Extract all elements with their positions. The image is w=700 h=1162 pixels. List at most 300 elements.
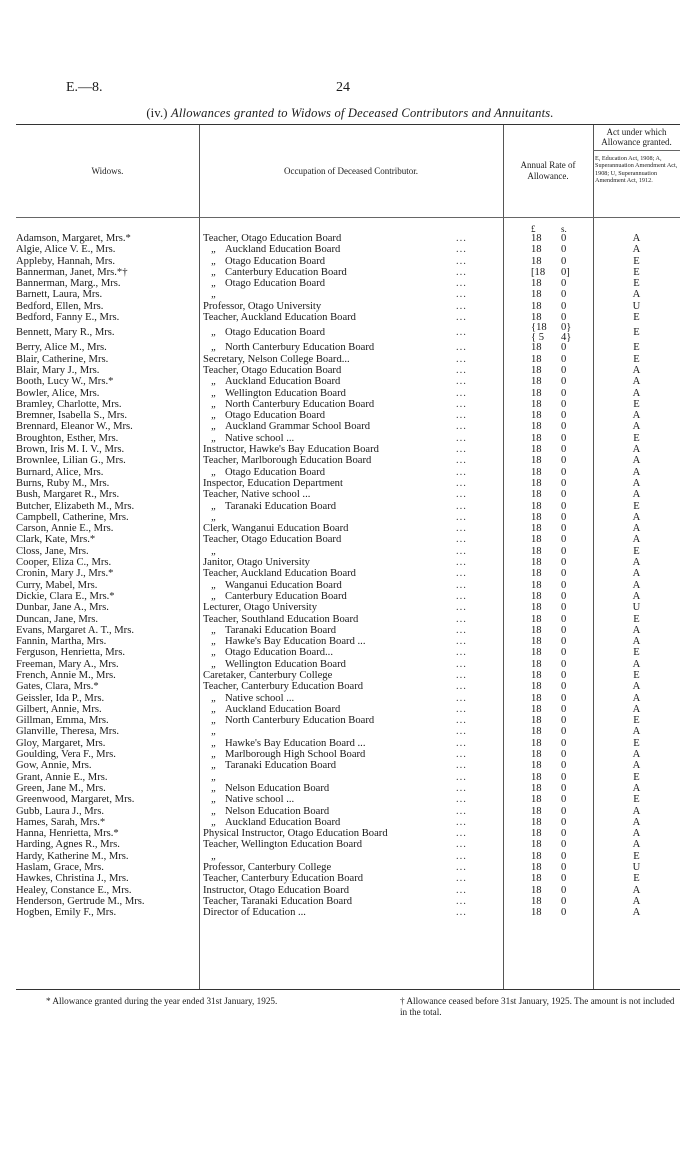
rate-pounds: 18	[531, 545, 542, 557]
table-row	[16, 478, 680, 489]
occupation-cell	[203, 907, 488, 918]
rate-cell	[503, 244, 593, 255]
rate-shillings: 0	[561, 590, 567, 602]
ditto-mark: „	[211, 387, 217, 399]
ditto-mark: „	[211, 398, 217, 410]
table-row	[16, 568, 680, 579]
occupation-cell	[203, 233, 488, 244]
leader-dots: ...	[456, 782, 467, 794]
occupation-cell	[203, 301, 488, 312]
occupation-text: Auckland Education Board	[225, 816, 341, 828]
rate-pounds: 18	[531, 726, 542, 738]
occupation-text: Nelson Education Board	[225, 805, 330, 817]
widow-name: Henderson, Gertrude M., Mrs.	[16, 895, 145, 907]
leader-dots: ...	[456, 669, 467, 681]
ditto-mark: „	[211, 255, 217, 267]
widow-name: Duncan, Jane, Mrs.	[16, 613, 99, 625]
widow-name: Bannerman, Janet, Mrs.*†	[16, 266, 128, 278]
act-cell: A	[632, 579, 641, 591]
rate-cell	[503, 267, 593, 278]
occupation-text: Otago Education Board	[225, 278, 326, 290]
act-cell: A	[632, 805, 641, 817]
table-row	[16, 410, 680, 421]
act-cell: A	[632, 624, 641, 636]
rate-cell	[503, 726, 593, 737]
rate-cell	[503, 467, 593, 478]
table-row	[16, 659, 680, 670]
leader-dots: ...	[456, 749, 467, 761]
table-row	[16, 289, 680, 300]
widow-name: Hanna, Henrietta, Mrs.*	[16, 828, 119, 840]
occupation-text: Otago Education Board	[225, 255, 326, 267]
rate-shillings: 0	[561, 289, 567, 301]
rate-pounds: 18	[531, 364, 542, 376]
occupation-text: Native school ...	[225, 692, 295, 704]
unit-shillings: s.	[561, 224, 567, 234]
leader-dots: ...	[456, 545, 467, 557]
table-row	[16, 760, 680, 771]
table-row	[16, 896, 680, 907]
act-cell: E	[633, 266, 640, 278]
ditto-mark: „	[211, 466, 217, 478]
widow-name: Cooper, Eliza C., Mrs.	[16, 557, 112, 569]
occupation-cell	[203, 896, 488, 907]
occupation-cell	[203, 256, 488, 267]
occupation-text: Teacher, Auckland Education Board	[203, 568, 356, 580]
rate-pounds: 18	[531, 613, 542, 625]
rate-shillings: 0	[561, 233, 567, 244]
rate-cell	[503, 501, 593, 512]
occupation-cell	[203, 512, 488, 523]
act-cell: A	[632, 884, 641, 896]
table-row	[16, 873, 680, 884]
act-cell: A	[632, 816, 641, 828]
ditto-mark: „	[211, 749, 217, 761]
widow-name: Appleby, Hannah, Mrs.	[16, 255, 116, 267]
leader-dots: ...	[456, 816, 467, 828]
act-cell: A	[632, 839, 641, 851]
footnotes	[18, 996, 682, 1017]
occupation-cell	[203, 749, 488, 760]
occupation-text: Teacher, Native school ...	[203, 489, 311, 501]
rate-shillings: 0	[561, 244, 567, 256]
leader-dots: ...	[456, 692, 467, 704]
widow-name: Burns, Ruby M., Mrs.	[16, 477, 110, 489]
rate-cell	[503, 783, 593, 794]
leader-dots: ...	[456, 266, 467, 278]
leader-dots: ...	[456, 376, 467, 388]
ditto-mark: „	[211, 500, 217, 512]
occupation-cell	[203, 354, 488, 365]
table-row	[16, 557, 680, 568]
table-row	[16, 614, 680, 625]
occupation-cell	[203, 342, 488, 353]
occupation-text: Wanganui Education Board	[225, 579, 342, 591]
act-cell: E	[633, 278, 640, 290]
occupation-text: Teacher, Taranaki Education Board	[203, 895, 353, 907]
rate-pounds: 18	[531, 342, 542, 354]
rate-shillings: 0	[561, 636, 567, 648]
rate-shillings: 0}	[561, 322, 572, 334]
act-cell: A	[632, 421, 641, 433]
table-row	[16, 312, 680, 323]
occupation-cell	[203, 399, 488, 410]
table-heading	[0, 106, 700, 121]
occupation-cell	[203, 647, 488, 658]
ditto-mark: „	[211, 432, 217, 444]
occupation-cell	[203, 602, 488, 613]
occupation-text: Otago Education Board	[225, 327, 326, 339]
rate-cell	[503, 376, 593, 387]
rate-pounds: 18	[531, 534, 542, 546]
header-divider	[16, 217, 680, 218]
act-cell: A	[632, 489, 641, 501]
header-act-legend: E, Education Act, 1908; A, Superannuation Amendment Act, 1908; U, Superannuation Amendment Act, 1912.	[595, 155, 678, 185]
rate-pounds: 18	[531, 421, 542, 433]
occupation-cell	[203, 659, 488, 670]
footnote-dagger: † Allowance ceased before 31st January, 1925. The amount is not included in the total.	[400, 996, 675, 1017]
widow-name: Freeman, Mary A., Mrs.	[16, 658, 119, 670]
rate-cell	[503, 289, 593, 300]
occupation-text: Director of Education ...	[203, 907, 306, 919]
footnote-star: * Allowance granted during the year ended 31st January, 1925.	[46, 996, 278, 1006]
rate-cell	[503, 885, 593, 896]
header-act-title: Act under which Allowance granted.	[601, 127, 672, 147]
rate-pounds: 18	[531, 477, 542, 489]
leader-dots: ...	[456, 760, 467, 772]
act-cell: A	[632, 557, 641, 569]
rate-shillings: 0	[561, 647, 567, 659]
rate-cell	[503, 760, 593, 771]
occupation-text: Instructor, Hawke's Bay Education Board	[203, 444, 379, 456]
occupation-text: Janitor, Otago University	[203, 557, 310, 569]
rate-shillings: 0	[561, 816, 567, 828]
leader-dots: ...	[456, 568, 467, 580]
leader-dots: ...	[456, 895, 467, 907]
leader-dots: ...	[456, 255, 467, 267]
act-cell: E	[633, 398, 640, 410]
occupation-text: Teacher, Auckland Education Board	[203, 312, 356, 324]
occupation-cell	[203, 278, 488, 289]
widow-name: Grant, Annie E., Mrs.	[16, 771, 108, 783]
rate-shillings: 0	[561, 715, 567, 727]
occupation-text: Hawke's Bay Education Board ...	[225, 636, 366, 648]
rate-cell	[503, 659, 593, 670]
rate-cell	[503, 907, 593, 918]
leader-dots: ...	[456, 312, 467, 324]
widow-name: Bannerman, Marg., Mrs.	[16, 278, 121, 290]
occupation-cell	[203, 873, 488, 884]
rate-cell	[503, 591, 593, 602]
rate-pounds: 18	[531, 255, 542, 267]
act-cell: U	[632, 300, 641, 312]
rate-cell	[503, 354, 593, 365]
rate-shillings: 0	[561, 771, 567, 783]
rate-cell	[503, 602, 593, 613]
ditto-mark: „	[211, 376, 217, 388]
ditto-mark: „	[211, 715, 217, 727]
table-row	[16, 501, 680, 512]
rate-pounds: 18	[531, 669, 542, 681]
occupation-text: Otago Education Board...	[225, 647, 333, 659]
table-row	[16, 839, 680, 850]
leader-dots: ...	[456, 658, 467, 670]
rate-pounds: 18	[531, 681, 542, 693]
table-row	[16, 244, 680, 255]
act-cell: A	[632, 703, 641, 715]
table-row	[16, 534, 680, 545]
rate-shillings: 0	[561, 658, 567, 670]
rate-shillings: 0	[561, 794, 567, 806]
leader-dots: ...	[456, 353, 467, 365]
table-row	[16, 749, 680, 760]
rate-cell	[503, 557, 593, 568]
rate-pounds: 18	[531, 760, 542, 772]
ditto-mark: „	[211, 647, 217, 659]
widow-name: Green, Jane M., Mrs.	[16, 782, 106, 794]
act-cell: U	[632, 862, 641, 874]
table-row	[16, 376, 680, 387]
act-cell: A	[632, 726, 641, 738]
rate-cell	[503, 455, 593, 466]
act-cell: E	[633, 737, 640, 749]
widow-name: Ferguson, Henrietta, Mrs.	[16, 647, 125, 659]
occupation-cell	[203, 760, 488, 771]
leader-dots: ...	[456, 794, 467, 806]
widow-name: Bremner, Isabella S., Mrs.	[16, 410, 128, 422]
leader-dots: ...	[456, 244, 467, 256]
widow-name: Healey, Constance E., Mrs.	[16, 884, 132, 896]
occupation-cell	[203, 455, 488, 466]
occupation-text: Taranaki Education Board	[225, 500, 337, 512]
table-row	[16, 681, 680, 692]
widow-name: Blair, Mary J., Mrs.	[16, 364, 100, 376]
leader-dots: ...	[456, 489, 467, 501]
act-cell: E	[633, 715, 640, 727]
act-cell: E	[633, 613, 640, 625]
rate-shillings: 0	[561, 862, 567, 874]
rate-shillings: 0	[561, 489, 567, 501]
heading-prefix: (iv.)	[146, 106, 168, 120]
occupation-cell	[203, 312, 488, 323]
occupation-cell	[203, 580, 488, 591]
widow-name: Dunbar, Jane A., Mrs.	[16, 602, 109, 614]
act-cell: A	[632, 444, 641, 456]
act-cell: A	[632, 387, 641, 399]
occupation-text: Lecturer, Otago University	[203, 602, 318, 614]
table-row	[16, 301, 680, 312]
occupation-text: North Canterbury Education Board	[225, 715, 375, 727]
rate-shillings: 0	[561, 568, 567, 580]
table-row	[16, 670, 680, 681]
table-row	[16, 704, 680, 715]
widow-name: Gillman, Emma, Mrs.	[16, 715, 109, 727]
unit-pounds: £	[531, 224, 536, 234]
rate-cell	[503, 772, 593, 783]
act-cell: E	[633, 545, 640, 557]
widow-name: Butcher, Elizabeth M., Mrs.	[16, 500, 135, 512]
rate-pounds: 18	[531, 658, 542, 670]
rate-pounds: 18	[531, 590, 542, 602]
act-cell: A	[632, 782, 641, 794]
rate-cell	[503, 839, 593, 850]
act-cell: E	[633, 873, 640, 885]
table-row	[16, 580, 680, 591]
leader-dots: ...	[456, 444, 467, 456]
rate-cell	[503, 715, 593, 726]
widow-name: Barnett, Laura, Mrs.	[16, 289, 103, 301]
occupation-text: Teacher, Otago Education Board	[203, 233, 342, 244]
leader-dots: ...	[456, 579, 467, 591]
table-row	[16, 399, 680, 410]
rate-shillings: 0	[561, 669, 567, 681]
ditto-mark: „	[211, 805, 217, 817]
rate-cell	[503, 546, 593, 557]
table-row	[16, 772, 680, 783]
occupation-text: Auckland Education Board	[225, 376, 341, 388]
act-cell: A	[632, 749, 641, 761]
table-row	[16, 862, 680, 873]
occupation-cell	[203, 546, 488, 557]
rate-shillings: 0	[561, 376, 567, 388]
act-cell: A	[632, 477, 641, 489]
rate-cell	[503, 896, 593, 907]
leader-dots: ...	[456, 455, 467, 467]
leader-dots: ...	[456, 557, 467, 569]
table-row	[16, 388, 680, 399]
rate-shillings: 0	[561, 511, 567, 523]
rate-pounds: 18	[531, 300, 542, 312]
rate-cell	[503, 410, 593, 421]
occupation-cell	[203, 839, 488, 850]
widow-name: Bennett, Mary R., Mrs.	[16, 327, 115, 339]
rate-pounds: 18	[531, 794, 542, 806]
table-row	[16, 365, 680, 376]
act-cell: A	[632, 523, 641, 535]
rate-pounds: 18	[531, 432, 542, 444]
rate-cell	[503, 512, 593, 523]
ditto-mark: „	[211, 636, 217, 648]
rate-cell	[503, 749, 593, 760]
table-row	[16, 647, 680, 658]
widow-name: Brown, Iris M. I. V., Mrs.	[16, 444, 125, 456]
rate-shillings: 0	[561, 421, 567, 433]
rate-shillings: 0	[561, 523, 567, 535]
rate-cell	[503, 312, 593, 323]
occupation-cell	[203, 806, 488, 817]
occupation-text: Teacher, Canterbury Education Board	[203, 681, 364, 693]
rate-shillings: 0	[561, 782, 567, 794]
occupation-cell	[203, 636, 488, 647]
ditto-mark: „	[211, 692, 217, 704]
table-row	[16, 885, 680, 896]
leader-dots: ...	[456, 715, 467, 727]
rate-cell	[503, 794, 593, 805]
occupation-cell	[203, 828, 488, 839]
table-row	[16, 851, 680, 862]
occupation-cell	[203, 289, 488, 300]
occupation-cell	[203, 726, 488, 737]
leader-dots: ...	[456, 511, 467, 523]
occupation-cell	[203, 501, 488, 512]
act-cell: A	[632, 289, 641, 301]
occupation-text: „	[211, 771, 217, 783]
widow-name: Bedford, Fanny E., Mrs.	[16, 312, 120, 324]
ditto-mark: „	[211, 266, 217, 278]
occupation-text: Otago Education Board	[225, 466, 326, 478]
leader-dots: ...	[456, 278, 467, 290]
ditto-mark: „	[211, 278, 217, 290]
leader-dots: ...	[456, 387, 467, 399]
occupation-cell	[203, 467, 488, 478]
rate-pounds: {18	[531, 322, 547, 334]
rate-pounds: 18	[531, 602, 542, 614]
leader-dots: ...	[456, 421, 467, 433]
rate-pounds: 18	[531, 895, 542, 907]
leader-dots: ...	[456, 828, 467, 840]
widow-name: Adamson, Margaret, Mrs.*	[16, 233, 131, 244]
rate-cell	[503, 636, 593, 647]
rate-cell	[503, 256, 593, 267]
act-cell: E	[633, 794, 640, 806]
rate-shillings: 0	[561, 477, 567, 489]
table-row	[16, 433, 680, 444]
widow-name: Goulding, Vera F., Mrs.	[16, 749, 116, 761]
act-cell: E	[633, 850, 640, 862]
act-cell: A	[632, 636, 641, 648]
occupation-text: Teacher, Southland Education Board	[203, 613, 359, 625]
ditto-mark: „	[211, 816, 217, 828]
rate-shillings: 0	[561, 805, 567, 817]
ditto-mark: „	[211, 410, 217, 422]
rate-shillings: 0	[561, 255, 567, 267]
occupation-text: Teacher, Otago Education Board	[203, 534, 342, 546]
act-cell: A	[632, 244, 641, 256]
rate-pounds: 18	[531, 862, 542, 874]
act-cell: A	[632, 907, 641, 919]
occupation-text: Nelson Education Board	[225, 782, 330, 794]
occupation-text: „	[211, 850, 217, 862]
rate-cell	[503, 233, 593, 244]
rate-pounds: 18	[531, 289, 542, 301]
rate-shillings: 0	[561, 602, 567, 614]
occupation-text: Teacher, Marlborough Education Board	[203, 455, 372, 467]
act-cell: E	[633, 669, 640, 681]
table-row	[16, 738, 680, 749]
widow-name: Campbell, Catherine, Mrs.	[16, 511, 129, 523]
rate-shillings: 0	[561, 387, 567, 399]
table-body	[16, 233, 680, 919]
rate-pounds: 18	[531, 557, 542, 569]
occupation-text: Wellington Education Board	[225, 658, 346, 670]
rate-shillings: 0	[561, 613, 567, 625]
rate-pounds: 18	[531, 692, 542, 704]
table-row	[16, 817, 680, 828]
widow-name: Broughton, Esther, Mrs.	[16, 432, 119, 444]
occupation-cell	[203, 704, 488, 715]
occupation-cell	[203, 885, 488, 896]
occupation-text: Wellington Education Board	[225, 387, 346, 399]
occupation-cell	[203, 478, 488, 489]
table-row	[16, 444, 680, 455]
occupation-cell	[203, 591, 488, 602]
rate-shillings: 0	[561, 455, 567, 467]
ditto-mark: „	[211, 590, 217, 602]
occupation-cell	[203, 693, 488, 704]
leader-dots: ...	[456, 523, 467, 535]
rate-pounds: 18	[531, 244, 542, 256]
ditto-mark: „	[211, 760, 217, 772]
